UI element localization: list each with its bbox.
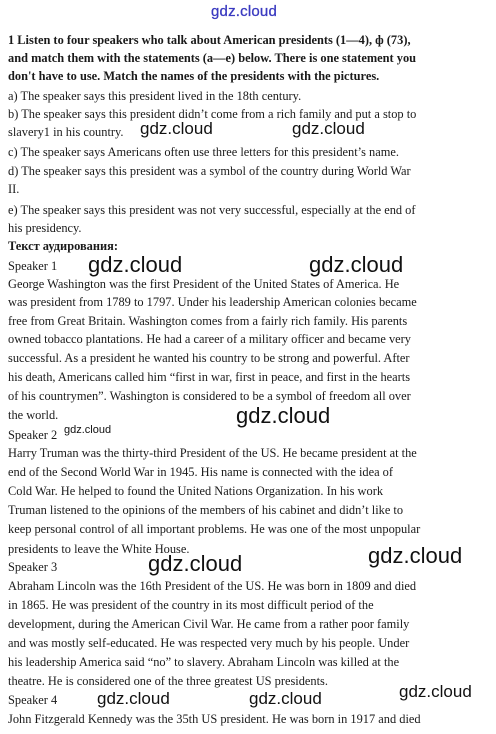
statement-b: b) The speaker says this president didn’t come from a rich family and put a stop to [8,107,417,121]
task-instruction-line: 1 Listen to four speakers who talk about American presidents (1—4), ф (73), [8,33,411,47]
transcript-line: his leadership America said “no” to slavery. Abraham Lincoln was killed at the [8,655,400,669]
transcript-line: owned tobacco plantations. He had a career of a military officer and became very [8,332,411,346]
transcript-line: George Washington was the first President of the United States of America. He [8,277,400,291]
transcript-line: end of the Second World War in 1945. His name is connected with the idea of [8,465,394,479]
statement-d-continued: II. [8,182,20,196]
watermark: gdz.cloud [399,682,472,701]
transcript-line: his death, Americans called him “first in war, first in peace, and first in the hearts [8,370,411,384]
task-instruction-line: and match them with the statements (a—e) below. There is one statement you [8,51,417,65]
speaker-label: Speaker 1 [8,259,58,273]
watermark: gdz.cloud [309,252,404,277]
transcript-line: Truman listened to the opinions of the members of his cabinet and didn’t like to [8,503,404,517]
transcript-line: John Fitzgerald Kennedy was the 35th US president. He was born in 1917 and died [8,712,421,726]
statement-e: e) The speaker says this president was not very successful, especially at the end of [8,203,416,217]
transcript-line: in 1865. He was president of the country in its most difficult period of the [8,598,374,612]
transcript-line: presidents to leave the White House. [8,542,190,556]
transcript-line: was president from 1789 to 1797. Under his leadership American colonies became [8,295,417,309]
watermark: gdz.cloud [148,551,243,576]
transcript-line: and was mostly self-educated. He was respected very much by his people. Under [8,636,410,650]
speaker-label: Speaker 3 [8,560,58,574]
transcript-line: Cold War. He helped to found the United Nations Organization. In his work [8,484,384,498]
watermark: gdz.cloud [64,424,112,436]
statement-b-continued: slavery1 in his country. [8,125,124,139]
transcript-line: Abraham Lincoln was the 16th President of the US. He was born in 1809 and died [8,579,417,593]
transcript-line: keep personal control of all important problems. He was one of the most unpopular [8,522,421,536]
transcript-line: of his countrymen”. Washington is considered to be a symbol of freedom all over [8,389,411,403]
watermark: gdz.cloud [292,119,365,138]
statement-d: d) The speaker says this president was a symbol of the country during World War [8,164,411,178]
task-instruction-line: don't have to use. Match the names of the presidents with the pictures. [8,69,380,83]
speaker-label: Speaker 2 [8,428,58,442]
transcript-line: development, during the American Civil War. He came from a rather poor family [8,617,410,631]
watermark: gdz.cloud [236,403,331,428]
statement-c: c) The speaker says Americans often use three letters for this president’s name. [8,145,399,159]
watermark-top: gdz.cloud [211,3,278,20]
transcript-line: theatre. He is considered one of the three greatest US presidents. [8,674,328,688]
watermark: gdz.cloud [249,689,322,708]
transcript-line: successful. As a president he wanted his country to be strong and powerful. After [8,351,410,365]
statement-a: a) The speaker says this president lived in the 18th century. [8,89,302,103]
watermark: gdz.cloud [97,689,170,708]
transcript-line: the world. [8,408,59,422]
watermark: gdz.cloud [368,543,463,568]
transcript-line: Harry Truman was the thirty-third President of the US. He became president at the [8,446,417,460]
speaker-label: Speaker 4 [8,693,58,707]
transcript-line: free from Great Britain. Washington comes from a fairly rich family. His parents [8,314,408,328]
statement-e-continued: his presidency. [8,221,82,235]
watermark: gdz.cloud [88,252,183,277]
watermark: gdz.cloud [140,119,213,138]
transcript-heading: Текст аудирования: [8,239,118,253]
